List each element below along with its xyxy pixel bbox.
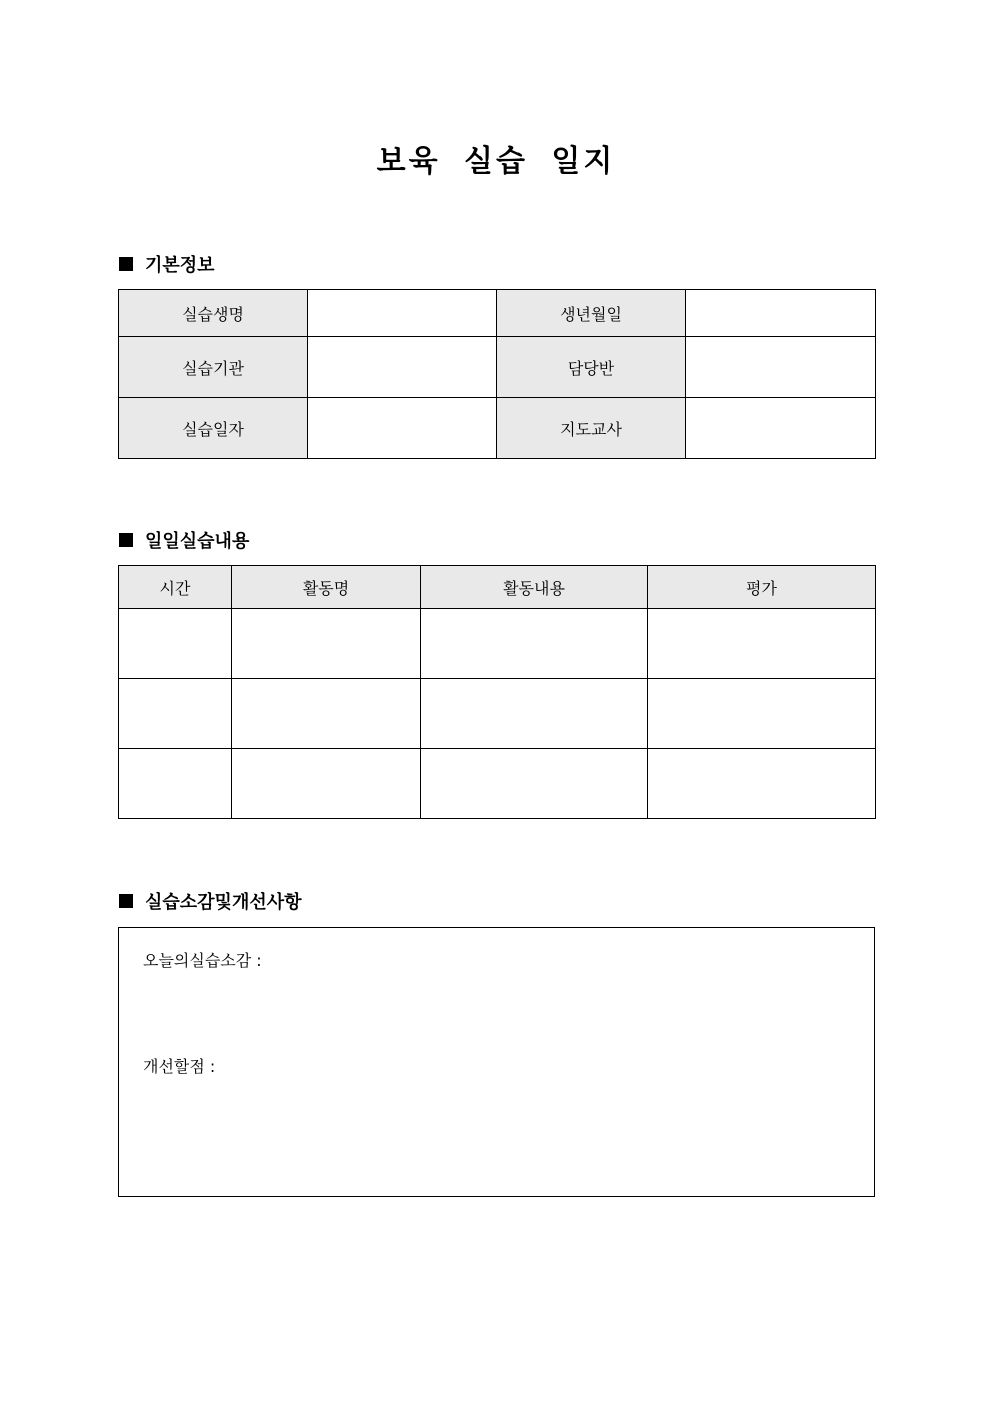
square-bullet-icon	[119, 894, 133, 908]
section-heading-label: 실습소감및개선사항	[145, 892, 302, 913]
column-header-activity-name: 활동명	[232, 566, 421, 609]
time-cell[interactable]	[119, 679, 232, 749]
activity-content-cell[interactable]	[421, 679, 648, 749]
label-institution: 실습기관	[119, 337, 308, 398]
trainee-name-field[interactable]	[308, 290, 497, 337]
label-class-in-charge: 담당반	[497, 337, 686, 398]
table-row	[119, 749, 876, 819]
evaluation-cell[interactable]	[648, 679, 876, 749]
page-title: 보육 실습 일지	[376, 144, 616, 179]
improvement-label: 개선할점 :	[143, 1057, 216, 1076]
time-cell[interactable]	[119, 609, 232, 679]
activity-content-cell[interactable]	[421, 609, 648, 679]
table-row	[119, 609, 876, 679]
section-heading-label: 기본정보	[145, 255, 215, 276]
section-heading-label: 일일실습내용	[145, 531, 250, 552]
evaluation-cell[interactable]	[648, 749, 876, 819]
section-heading-reflection	[119, 889, 302, 913]
activity-name-cell[interactable]	[232, 749, 421, 819]
reflection-box	[118, 927, 875, 1197]
label-trainee-name: 실습생명	[119, 290, 308, 337]
label-birth-date: 생년월일	[497, 290, 686, 337]
activity-content-cell[interactable]	[421, 749, 648, 819]
impression-row[interactable]	[143, 948, 262, 971]
column-header-activity-content: 활동내용	[421, 566, 648, 609]
activity-name-cell[interactable]	[232, 609, 421, 679]
table-row	[119, 679, 876, 749]
column-header-evaluation: 평가	[648, 566, 876, 609]
activity-name-cell[interactable]	[232, 679, 421, 749]
label-supervising-teacher: 지도교사	[497, 398, 686, 459]
daily-practice-table	[118, 565, 876, 819]
label-practice-date: 실습일자	[119, 398, 308, 459]
square-bullet-icon	[119, 257, 133, 271]
table-row	[119, 290, 876, 337]
section-heading-daily-practice	[119, 528, 249, 552]
time-cell[interactable]	[119, 749, 232, 819]
table-row	[119, 337, 876, 398]
evaluation-cell[interactable]	[648, 609, 876, 679]
column-header-time: 시간	[119, 566, 232, 609]
basic-info-table	[118, 289, 876, 459]
improvement-row[interactable]	[143, 1054, 215, 1077]
table-row	[119, 398, 876, 459]
class-in-charge-field[interactable]	[686, 337, 876, 398]
section-heading-basic-info	[119, 252, 215, 276]
impression-label: 오늘의실습소감 :	[143, 951, 262, 970]
supervising-teacher-field[interactable]	[686, 398, 876, 459]
table-header-row	[119, 566, 876, 609]
institution-field[interactable]	[308, 337, 497, 398]
practice-date-field[interactable]	[308, 398, 497, 459]
square-bullet-icon	[119, 533, 133, 547]
birth-date-field[interactable]	[686, 290, 876, 337]
